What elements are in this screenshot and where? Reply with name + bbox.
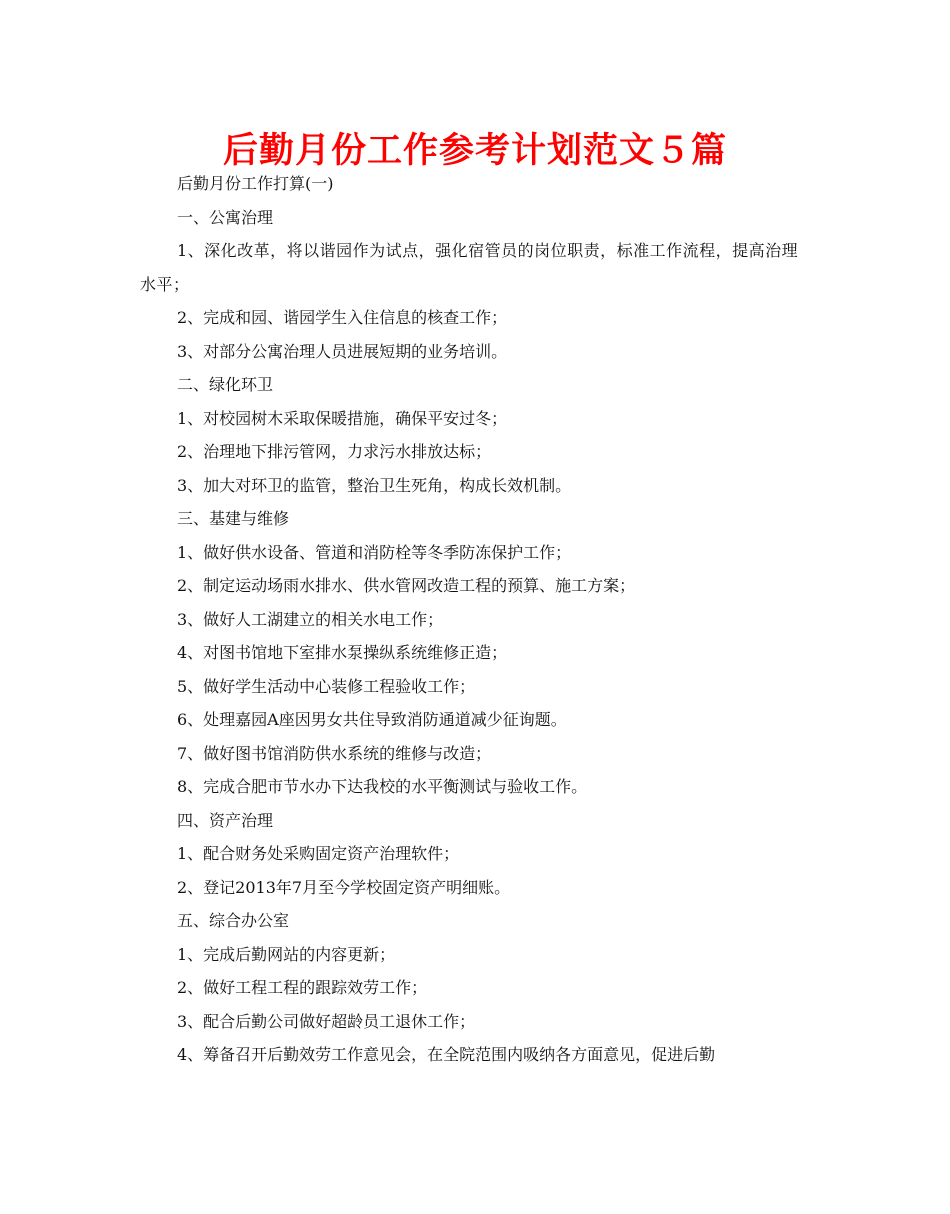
list-item: 3、加大对环卫的监管，整治卫生死角，构成长效机制。 — [177, 475, 572, 495]
list-item: 8、完成合肥市节水办下达我校的水平衡测试与验收工作。 — [177, 777, 588, 796]
list-item: 4、筹备召开后勤效劳工作意见会，在全院范围内吸纳各方面意见，促进后勤 — [177, 1045, 716, 1064]
list-item: 3、做好人工湖建立的相关水电工作； — [177, 609, 444, 629]
list-item: 2、治理地下排污管网，力求污水排放达标； — [177, 442, 492, 461]
document-body — [140, 167, 810, 1072]
section-heading-greening: 二、绿化环卫 — [177, 375, 274, 394]
paragraph-heading-plan: 后勤月份工作打算(一) — [177, 174, 334, 193]
list-item: 6、处理嘉园A座因男女共住导致消防通道减少征询题。 — [177, 710, 567, 729]
section-heading-apartment: 一、公寓治理 — [177, 207, 274, 227]
list-item: 3、对部分公寓治理人员进展短期的业务培训。 — [177, 341, 508, 361]
list-item: 1、做好供水设备、管道和消防栓等冬季防冻保护工作； — [177, 542, 572, 562]
list-item: 2、登记2013年7月至今学校固定资产明细账。 — [177, 877, 511, 897]
list-item: 1、对校园树木采取保暖措施，确保平安过冬； — [177, 408, 508, 428]
section-heading-office: 五、综合办公室 — [177, 911, 290, 930]
list-item: 1、配合财务处采购固定资产治理软件； — [177, 844, 460, 863]
list-item: 2、制定运动场雨水排水、供水管网改造工程的预算、施工方案； — [177, 576, 636, 595]
document-title: 后勤月份工作参考计划范文５篇 — [222, 131, 727, 171]
list-item: 5、做好学生活动中心装修工程验收工作； — [177, 676, 476, 696]
section-heading-assets: 四、资产治理 — [177, 810, 274, 830]
list-item: 2、完成和园、谐园学生入住信息的核查工作； — [177, 308, 508, 327]
list-item: 7、做好图书馆消防供水系统的维修与改造； — [177, 743, 492, 763]
list-item: 1、完成后勤网站的内容更新； — [177, 944, 396, 964]
list-item: 2、做好工程工程的跟踪效劳工作； — [177, 978, 428, 997]
list-item: 4、对图书馆地下室排水泵操纵系统维修正造； — [177, 643, 508, 662]
list-item: 3、配合后勤公司做好超龄员工退休工作； — [177, 1011, 476, 1031]
section-heading-construction: 三、基建与维修 — [177, 509, 290, 528]
list-item: 1、深化改革，将以谐园作为试点，强化宿管员的岗位职责，标准工作流程，提高治理水平； — [140, 241, 799, 294]
